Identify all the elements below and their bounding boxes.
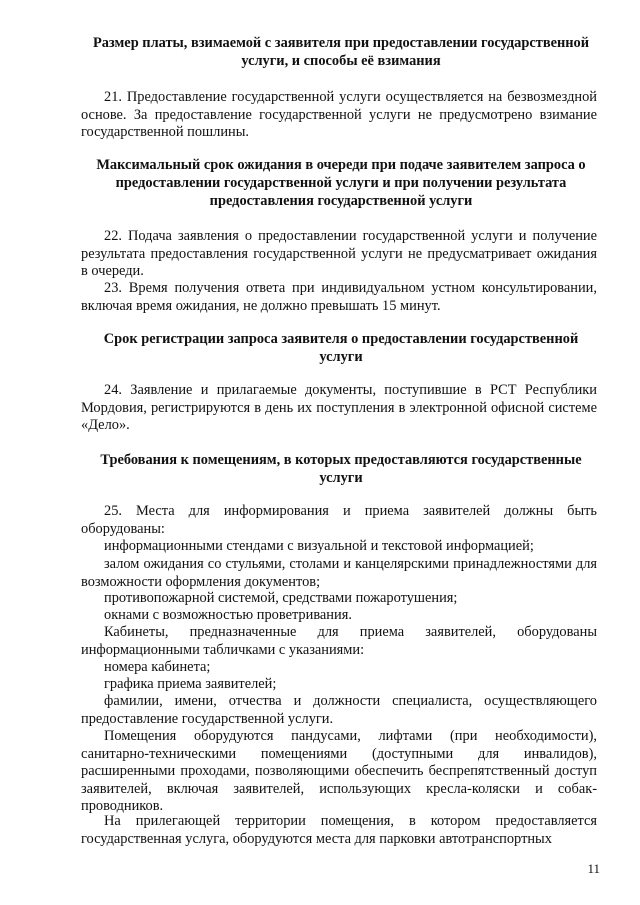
list-item-schedule: графика приема заявителей;: [104, 676, 277, 692]
list-item-specialist: фамилии, имени, отчества и должности специалиста, осуществляющего предоставление государственной услуги.: [81, 693, 597, 727]
list-item-fire-system: противопожарной системой, средствами пожаротушения;: [104, 590, 458, 606]
paragraph-equipment: Помещения оборудуются пандусами, лифтами (при необходимости), санитарно-техническими помещениями (доступными для инвалидов), расширенными проходами, позволяющими обеспечить беспрепятственный доступ заявителей, включая заявителей, использующих кресла-коляски и собак-проводников.: [81, 728, 597, 815]
section-heading-queue-time: Максимальный срок ожидания в очереди при подаче заявителем запроса о предоставлении государственной услуги и при получении результата предоставления государственной услуги: [96, 157, 586, 209]
page-number: 11: [587, 861, 600, 876]
paragraph-21: 21. Предоставление государственной услуги осуществляется на безвозмездной основе. За предоставление государственной услуги не предусмотрено взимание государственной пошлины.: [81, 89, 597, 141]
list-item-stands: информационными стендами с визуальной и текстовой информацией;: [104, 538, 534, 554]
list-item-room-number: номера кабинета;: [104, 659, 211, 675]
section-heading-premises: Требования к помещениям, в которых предоставляются государственные услуги: [100, 452, 582, 486]
paragraph-parking: На прилегающей территории помещения, в котором предоставляется государственная услуга, оборудуются места для парковки автотранспортных: [81, 813, 597, 847]
paragraph-23: 23. Время получения ответа при индивидуальном устном консультировании, включая время ожидания, не должно превышать 15 минут.: [81, 280, 597, 314]
section-heading-registration: Срок регистрации запроса заявителя о предоставлении государственной услуги: [103, 331, 579, 365]
section-heading-fee: Размер платы, взимаемой с заявителя при предоставлении государственной услуги, и способы её взимания: [92, 35, 590, 69]
paragraph-25: 25. Места для информирования и приема заявителей должны быть оборудованы:: [81, 503, 597, 537]
list-item-waiting-hall: залом ожидания со стульями, столами и канцелярскими принадлежностями для возможности оформления документов;: [81, 556, 597, 590]
paragraph-24: 24. Заявление и прилагаемые документы, поступившие в РСТ Республики Мордовия, регистрируются в день их поступления в электронной офисной системе «Дело».: [81, 382, 597, 434]
paragraph-22: 22. Подача заявления о предоставлении государственной услуги и получение результата предоставления государственной услуги не предусматривает ожидания в очереди.: [81, 228, 597, 280]
paragraph-cabinets: Кабинеты, предназначенные для приема заявителей, оборудованы информационными табличками с указаниями:: [81, 624, 597, 658]
list-item-windows: окнами с возможностью проветривания.: [104, 607, 352, 623]
